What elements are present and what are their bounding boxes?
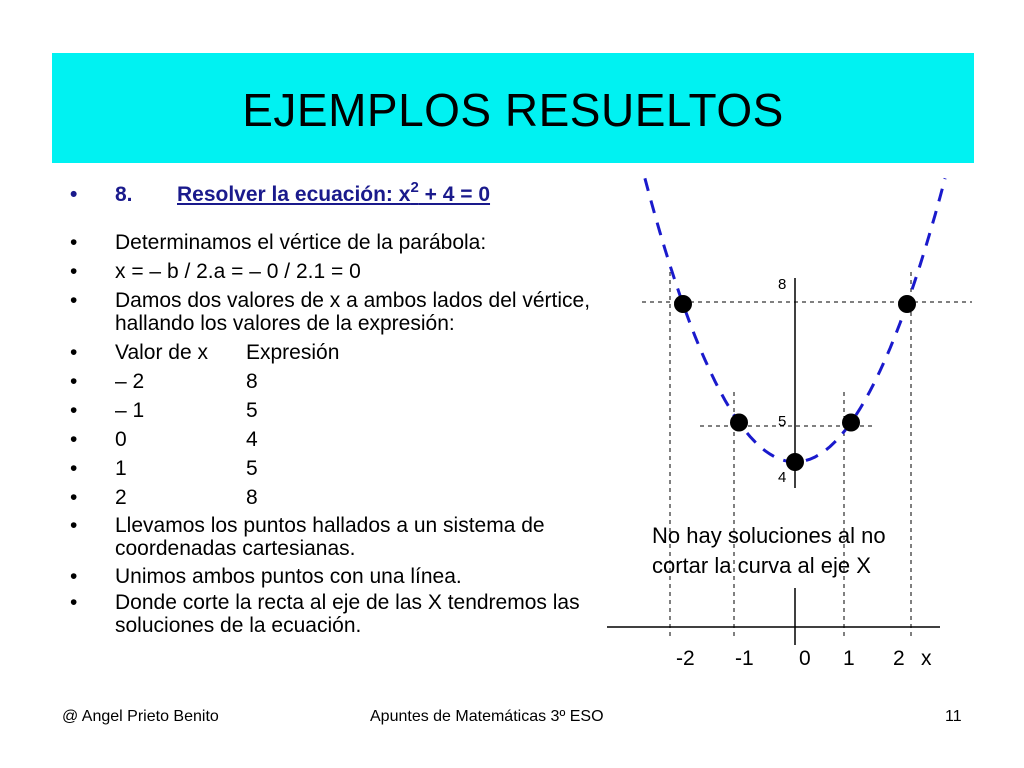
y-label-8: 8 <box>778 276 787 293</box>
problem-number: 8. <box>115 183 133 206</box>
x-label-1: 1 <box>843 647 855 670</box>
y-label-4: 4 <box>778 469 787 486</box>
table-header-expr: Expresión <box>246 341 340 364</box>
problem-text: Resolver la ecuación: x <box>177 183 411 206</box>
graph-point <box>730 414 748 432</box>
graph-point <box>674 295 692 313</box>
graph-point <box>842 414 860 432</box>
x-label-m2: -2 <box>676 647 695 670</box>
bullet-values: • Damos dos valores de x a ambos lados del vértice, hallando los valores de la expresión: <box>70 289 630 335</box>
y-label-5: 5 <box>778 413 787 430</box>
bullet-coordinates: • Llevamos los puntos hallados a un sistema de coordenadas cartesianas. <box>70 514 630 560</box>
table-cell-expr: 5 <box>246 457 258 480</box>
footer-page: 11 <box>945 708 962 725</box>
bullet-vertex: • Determinamos el vértice de la parábola: <box>70 231 630 254</box>
problem-rest: + 4 = 0 <box>418 183 491 206</box>
table-cell-x: 1 <box>115 457 127 480</box>
table-cell-expr: 8 <box>246 370 258 393</box>
table-cell-expr: 8 <box>246 486 258 509</box>
table-cell-x: – 1 <box>115 399 145 422</box>
table-cell-x: 0 <box>115 428 127 451</box>
slide-title: EJEMPLOS RESUELTOS <box>242 84 784 136</box>
footer-author: @ Angel Prieto Benito <box>62 708 219 725</box>
bullet-join: • Unimos ambos puntos con una línea. <box>70 565 630 588</box>
table-header-x: Valor de x <box>115 341 208 364</box>
footer-course: Apuntes de Matemáticas 3º ESO <box>370 708 604 725</box>
table-cell-expr: 5 <box>246 399 258 422</box>
x-label-x: x <box>921 647 932 670</box>
table-cell-x: – 2 <box>115 370 145 393</box>
x-label-0: 0 <box>799 647 811 670</box>
table-cell-x: 2 <box>115 486 127 509</box>
note-line-1: No hay soluciones al no <box>652 523 886 548</box>
graph-point <box>898 295 916 313</box>
x-label-m1: -1 <box>735 647 754 670</box>
bullet-formula: • x = – b / 2.a = – 0 / 2.1 = 0 <box>70 260 630 283</box>
graph-point <box>786 453 804 471</box>
bullet-solutions: • Donde corte la recta al eje de las X tendremos las soluciones de la ecuación. <box>70 591 630 637</box>
note-line-2: cortar la curva al eje X <box>652 553 871 578</box>
table-cell-expr: 4 <box>246 428 258 451</box>
problem-exponent: 2 <box>410 179 419 196</box>
x-label-2: 2 <box>893 647 905 670</box>
